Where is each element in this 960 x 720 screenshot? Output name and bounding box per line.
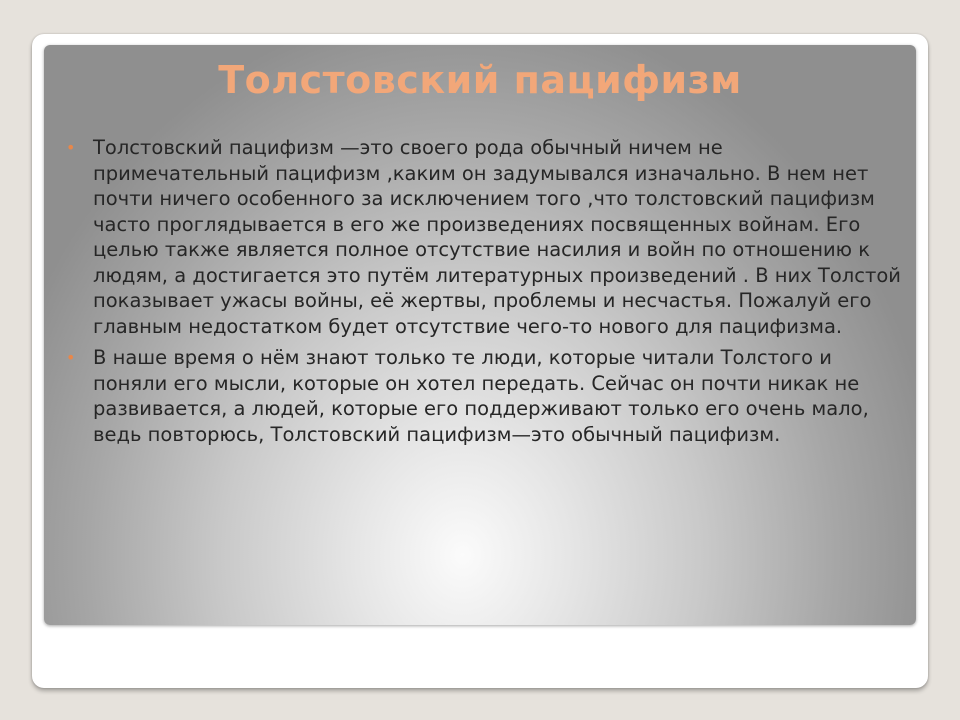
bullet-marker-icon: •: [66, 348, 76, 367]
bullet-list: [62, 135, 902, 453]
bullet-text: В наше время о нём знают только те люди, которые читали Толстого и поняли его мысли, которые он хотел передать. Сейчас он почти никак не развивается, а людей, которые его поддерживают только его очень мало, ведь повторюсь, Толстовский пацифизм—это обычный пацифизм.: [93, 346, 869, 446]
bullet-text: Толстовский пацифизм —это своего рода обычный ничем не примечательный пацифизм ,каким он задумывался изначально. В нем нет почти ничего особенного за исключением того ,что толстовский пацифизм часто проглядывается в его же произведениях посвященных войнам. Его целью также является полное отсутствие насилия и войн по отношению к людям, а достигается это путём литературных произведений . В них Толстой показывает ужасы войны, её жертвы, проблемы и несчастья. Пожалуй его главным недостатком будет отсутствие чего-то нового для пацифизма.: [93, 136, 901, 338]
list-item: [62, 135, 902, 339]
slide-title: Толстовский пацифизм: [218, 58, 742, 102]
list-item: [62, 345, 902, 447]
bullet-marker-icon: •: [66, 138, 76, 157]
